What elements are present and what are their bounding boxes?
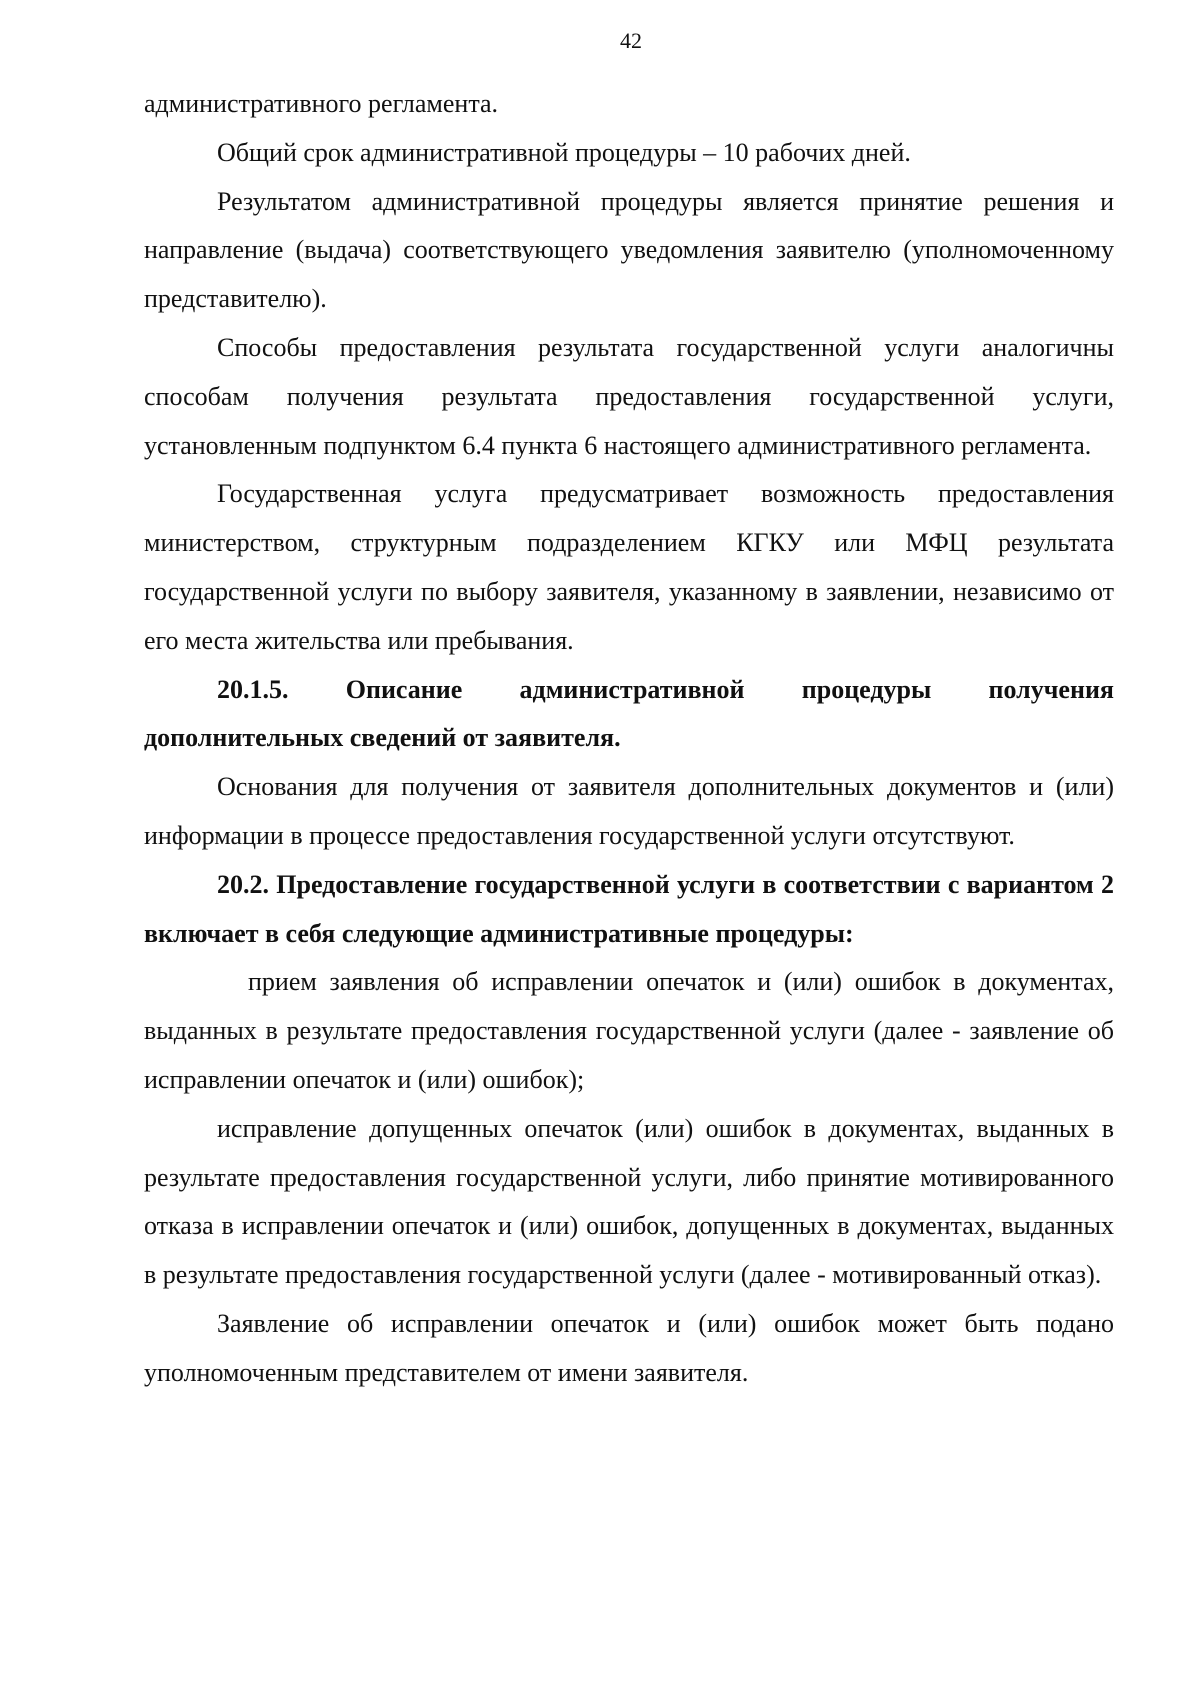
list-item-application-intake: прием заявления об исправлении опечаток и (или) ошибок в документах, выданных в результате предоставления государственной услуги (далее - заявление об исправлении опечаток и (или) ошибок); [144,967,1114,1094]
page-number: 42 [620,28,642,53]
paragraph-representative: Заявление об исправлении опечаток и (или) ошибок может быть подано уполномоченным представителем от имени заявителя. [144,1308,1114,1387]
paragraph-no-grounds: Основания для получения от заявителя дополнительных документов и (или) информации в процессе предоставления государственной услуги отсутствуют. [144,772,1114,850]
document-body [144,80,1114,1398]
paragraph-result-methods: Способы предоставления результата государственной услуги аналогичны способам получения результата предоставления государственной услуги, установленным подпунктом 6.4 пункта 6 настоящего административного регламента. [144,332,1114,460]
paragraph-procedure-term: Общий срок административной процедуры – 10 рабочих дней. [217,137,911,167]
paragraph-extraterritorial: Государственная услуга предусматривает возможность предоставления министерством, структурным подразделением КГКУ или МФЦ результата государственной услуги по выбору заявителя, указанному в заявлении, независимо от его места жительства или пребывания. [144,479,1114,655]
section-heading-20-1-5: 20.1.5. Описание административной процедуры получения дополнительных сведений от заявителя. [144,674,1114,753]
section-heading-20-2: 20.2. Предоставление государственной услуги в соответствии с вариантом 2 включает в себя следующие административные процедуры: [144,869,1114,948]
paragraph-procedure-result: Результатом административной процедуры является принятие решения и направление (выдача) соответствующего уведомления заявителю (уполномоченному представителю). [144,186,1114,314]
list-item-error-correction: исправление допущенных опечаток (или) ошибок в документах, выданных в результате предоставления государственной услуги, либо принятие мотивированного отказа в исправлении опечаток и (или) ошибок, допущенных в документах, выданных в результате предоставления государственной услуги (далее - мотивированный отказ). [144,1113,1114,1290]
paragraph-continuation: административного регламента. [144,89,499,118]
